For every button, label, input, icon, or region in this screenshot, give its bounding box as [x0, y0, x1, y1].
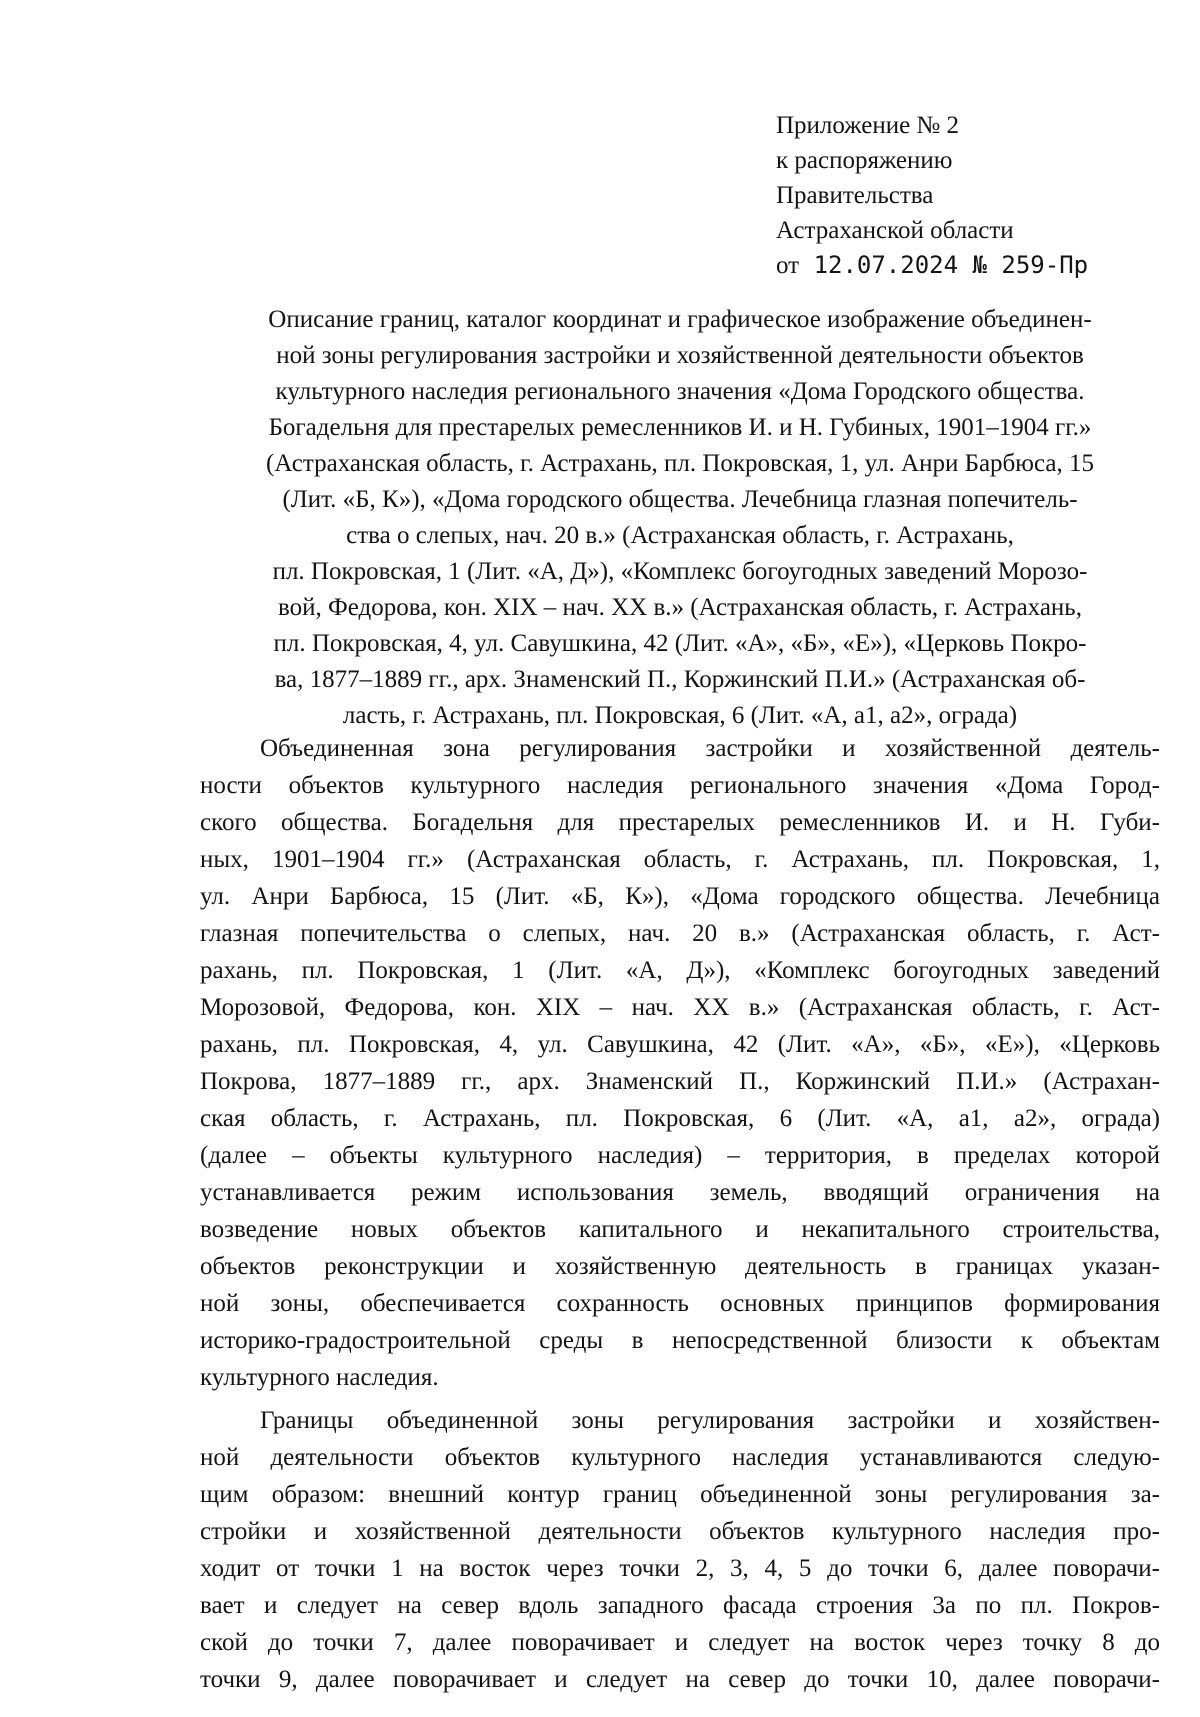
- annex-date-prefix: от: [776, 252, 800, 279]
- title-line: ства о слепых, нач. 20 в.» (Астраханская область, г. Астрахань,: [346, 522, 1014, 549]
- paragraph-line: ности объектов культурного наследия регионального значения «Дома Город-: [200, 772, 1160, 799]
- paragraph-line: возведение новых объектов капитального и некапитального строительства,: [200, 1216, 1160, 1243]
- paragraph-line: ской до точки 7, далее поворачивает и следует на восток через точку 8 до: [200, 1629, 1160, 1656]
- paragraph-line: рахань, пл. Покровская, 1 (Лит. «А, Д»), «Комплекс богоугодных заведений: [200, 957, 1160, 984]
- paragraph-line: историко-градостроительной среды в непосредственной близости к объектам: [200, 1327, 1160, 1354]
- paragraph-line: глазная попечительства о слепых, нач. 20 в.» (Астраханская область, г. Аст-: [200, 920, 1160, 947]
- paragraph-line: рахань, пл. Покровская, 4, ул. Савушкина, 42 (Лит. «А», «Б», «Е»), «Церковь: [200, 1031, 1160, 1058]
- paragraph-line: ского общества. Богадельня для престарелых ремесленников И. и Н. Губи-: [200, 809, 1160, 836]
- annex-government: Правительства: [776, 182, 934, 209]
- title-line: ной зоны регулирования застройки и хозяйственной деятельности объектов: [276, 342, 1084, 369]
- title-line: (Лит. «Б, К»), «Дома городского общества. Лечебница глазная попечитель-: [282, 486, 1078, 513]
- paragraph-line: Объединенная зона регулирования застройки и хозяйственной деятель-: [260, 735, 1160, 762]
- paragraph-line: культурного наследия.: [200, 1364, 439, 1391]
- document-body: [200, 730, 1160, 1698]
- title-line: ласть, г. Астрахань, пл. Покровская, 6 (Лит. «А, а1, а2», ограда): [342, 702, 1018, 729]
- title-line: Описание границ, каталог координат и графическое изображение объединен-: [268, 306, 1092, 333]
- annex-region: Астраханской области: [776, 217, 1014, 244]
- paragraph-line: объектов реконструкции и хозяйственную деятельность в границах указан-: [200, 1253, 1160, 1280]
- title-line: пл. Покровская, 1 (Лит. «А, Д»), «Комплекс богоугодных заведений Морозо-: [272, 558, 1088, 585]
- title-line: вой, Федорова, кон. XIX – нач. XX в.» (Астраханская область, г. Астрахань,: [278, 594, 1082, 621]
- paragraph-line: устанавливается режим использования земель, вводящий ограничения на: [200, 1179, 1160, 1206]
- title-line: пл. Покровская, 4, ул. Савушкина, 42 (Лит. «А», «Б», «Е»), «Церковь Покро-: [273, 630, 1087, 657]
- document-title: [200, 302, 1160, 734]
- paragraph-line: ул. Анри Барбюса, 15 (Лит. «Б, К»), «Дома городского общества. Лечебница: [200, 883, 1160, 910]
- paragraph-line: стройки и хозяйственной деятельности объектов культурного наследия про-: [200, 1518, 1160, 1545]
- paragraph-zone-description: [200, 730, 1160, 1396]
- annex-date-line: [776, 248, 1156, 283]
- paragraph-line: ной деятельности объектов культурного наследия устанавливаются следую-: [200, 1444, 1160, 1471]
- annex-header: [776, 108, 1156, 283]
- annex-number: Приложение № 2: [776, 112, 960, 139]
- paragraph-line: точки 9, далее поворачивает и следует на север до точки 10, далее поворачи-: [200, 1666, 1160, 1693]
- title-line: Богадельня для престарелых ремесленников И. и Н. Губиных, 1901–1904 гг.»: [268, 414, 1092, 441]
- paragraph-line: Покрова, 1877–1889 гг., арх. Знаменский П., Коржинский П.И.» (Астрахан-: [200, 1068, 1160, 1095]
- paragraph-zone-boundaries: [200, 1402, 1160, 1698]
- paragraph-line: (далее – объекты культурного наследия) – территория, в пределах которой: [200, 1142, 1160, 1169]
- paragraph-line: ных, 1901–1904 гг.» (Астраханская область, г. Астрахань, пл. Покровская, 1,: [200, 846, 1160, 873]
- paragraph-line: щим образом: внешний контур границ объединенной зоны регулирования за-: [200, 1481, 1160, 1508]
- annex-date-number: 12.07.2024 № 259-Пр: [813, 251, 1089, 279]
- title-line: (Астраханская область, г. Астрахань, пл. Покровская, 1, ул. Анри Барбюса, 15: [266, 450, 1094, 477]
- paragraph-line: ходит от точки 1 на восток через точки 2, 3, 4, 5 до точки 6, далее поворачи-: [200, 1555, 1160, 1582]
- annex-to-order: к распоряжению: [776, 147, 953, 174]
- paragraph-line: вает и следует на север вдоль западного фасада строения 3а по пл. Покров-: [200, 1592, 1160, 1619]
- title-line: ва, 1877–1889 гг., арх. Знаменский П., Коржинский П.И.» (Астраханская об-: [274, 666, 1086, 693]
- paragraph-line: ская область, г. Астрахань, пл. Покровская, 6 (Лит. «А, а1, а2», ограда): [200, 1105, 1160, 1132]
- paragraph-line: ной зоны, обеспечивается сохранность основных принципов формирования: [200, 1290, 1160, 1317]
- paragraph-line: Морозовой, Федорова, кон. XIX – нач. XX в.» (Астраханская область, г. Аст-: [200, 994, 1160, 1021]
- paragraph-line: Границы объединенной зоны регулирования застройки и хозяйствен-: [260, 1407, 1160, 1434]
- title-line: культурного наследия регионального значения «Дома Городского общества.: [275, 378, 1085, 405]
